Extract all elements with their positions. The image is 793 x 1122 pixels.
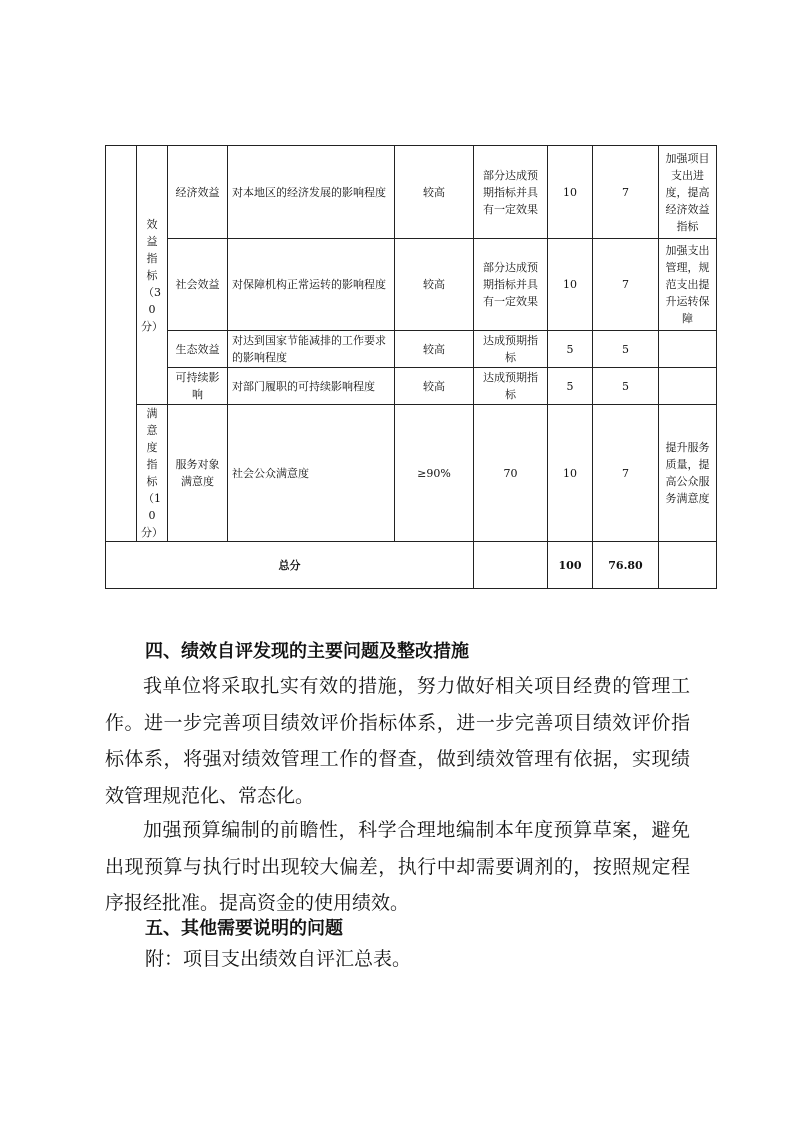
attachment-note: 附：项目支出绩效自评汇总表。: [145, 948, 412, 970]
section4-heading: 四、绩效自评发现的主要问题及整改措施: [145, 641, 469, 662]
table-row: [106, 239, 717, 331]
weight-cell: 10: [548, 146, 593, 239]
target-cell: 较高: [395, 368, 474, 405]
note-cell: [659, 368, 717, 405]
group-label-line: 度: [146, 441, 158, 454]
group-label-line: 分）: [141, 319, 163, 333]
group-label-line: 益: [146, 234, 158, 248]
outer-category-cell: [106, 146, 137, 542]
note-cell: 加强项目支出进度，提高经济效益指标: [659, 146, 717, 239]
weight-cell: 10: [548, 239, 593, 331]
indicator-desc-cell: 对本地区的经济发展的影响程度: [228, 146, 395, 239]
table-row: [106, 405, 717, 542]
group-label-line: 指: [146, 251, 158, 265]
group-label-line: 满: [146, 407, 158, 420]
group-label-line: （10: [143, 492, 161, 522]
sub-indicator-cell: 经济效益: [168, 146, 228, 239]
table-row: [106, 146, 717, 239]
weight-cell: 10: [548, 405, 593, 542]
group-label-line: 标: [146, 268, 158, 282]
actual-cell: 达成预期指标: [474, 368, 548, 405]
target-cell: 较高: [395, 331, 474, 368]
total-blank-cell: [474, 542, 548, 589]
group-label-text: [141, 216, 163, 335]
group-label-line: 指: [146, 458, 158, 471]
group-label-line: 效: [146, 217, 158, 231]
section5-heading: 五、其他需要说明的问题: [145, 918, 343, 939]
sub-indicator-cell: 生态效益: [168, 331, 228, 368]
sub-indicator-cell: 社会效益: [168, 239, 228, 331]
actual-cell: 达成预期指标: [474, 331, 548, 368]
weight-cell: 5: [548, 368, 593, 405]
score-cell: 7: [593, 405, 659, 542]
note-cell: 提升服务质量，提高公众服务满意度: [659, 405, 717, 542]
group-label-benefit: [137, 146, 168, 405]
total-note-cell: [659, 542, 717, 589]
score-cell: 5: [593, 331, 659, 368]
note-cell: [659, 331, 717, 368]
note-cell: 加强支出管理，规范支出提升运转保障: [659, 239, 717, 331]
group-label-satisfaction: [137, 405, 168, 542]
weight-cell: 5: [548, 331, 593, 368]
total-label-cell: 总分: [106, 542, 474, 589]
section4-paragraph-1: 我单位将采取扎实有效的措施，努力做好相关项目经费的管理工作。进一步完善项目绩效评价指标体系，进一步完善项目绩效评价指标体系，将强对绩效管理工作的督查，做到绩效管理有依据，实现绩效管理规范化、常态化。: [105, 675, 690, 807]
indicator-desc-cell: 对部门履职的可持续影响程度: [228, 368, 395, 405]
target-cell: ≥90%: [395, 405, 474, 542]
target-cell: 较高: [395, 239, 474, 331]
indicator-desc-cell: 社会公众满意度: [228, 405, 395, 542]
section4-paragraph-2: 加强预算编制的前瞻性，科学合理地编制本年度预算草案，避免出现预算与执行时出现较大偏差，执行中却需要调剂的，按照规定程序报经批准。提高资金的使用绩效。: [105, 819, 690, 914]
group-label-line: 分）: [141, 526, 163, 539]
score-cell: 7: [593, 146, 659, 239]
actual-cell: 部分达成预期指标并具有一定效果: [474, 146, 548, 239]
total-row: [106, 542, 717, 589]
score-cell: 7: [593, 239, 659, 331]
sub-indicator-cell: 可持续影响: [168, 368, 228, 405]
group-label-line: （30: [143, 285, 161, 316]
group-label-line: 标: [146, 475, 158, 488]
total-weight-cell: 100: [548, 542, 593, 589]
table-row: [106, 331, 717, 368]
performance-table: [105, 145, 717, 589]
table-row: [106, 368, 717, 405]
actual-cell: 部分达成预期指标并具有一定效果: [474, 239, 548, 331]
score-cell: 5: [593, 368, 659, 405]
indicator-desc-cell: 对保障机构正常运转的影响程度: [228, 239, 395, 331]
group-label-text: [141, 405, 163, 541]
sub-indicator-cell: 服务对象满意度: [168, 405, 228, 542]
group-label-line: 意: [146, 424, 158, 437]
actual-cell: 70: [474, 405, 548, 542]
total-score-cell: 76.80: [593, 542, 659, 589]
target-cell: 较高: [395, 146, 474, 239]
indicator-desc-cell: 对达到国家节能减排的工作要求的影响程度: [228, 331, 395, 368]
